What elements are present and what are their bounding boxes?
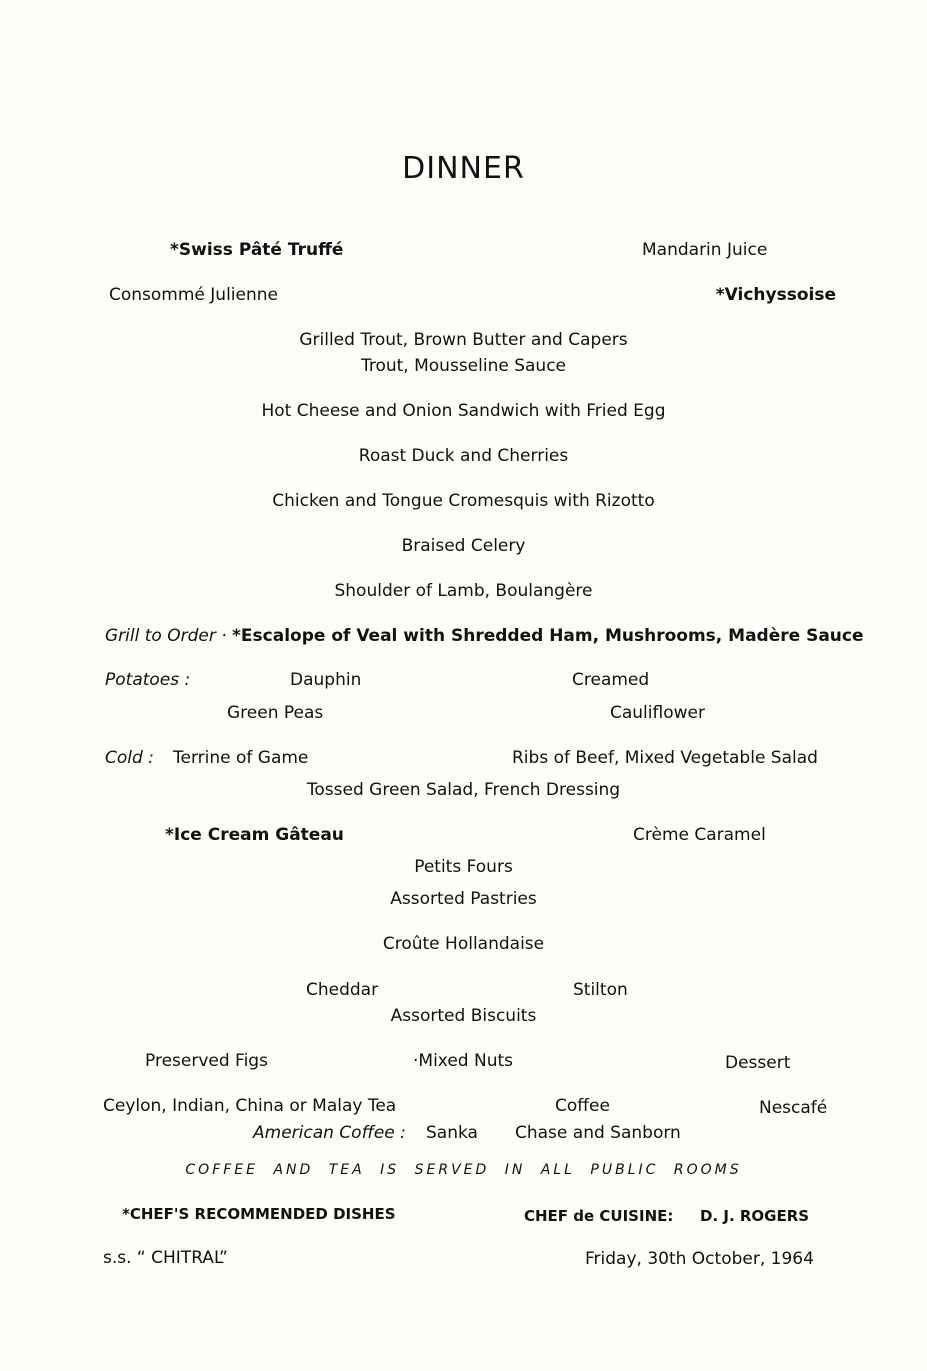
- entree-item: Chicken and Tongue Cromesquis with Rizotto: [272, 491, 655, 511]
- potato-item: Dauphin: [290, 670, 362, 690]
- appetizer-left: *Swiss Pâté Truffé: [170, 240, 344, 260]
- cold-item: Ribs of Beef, Mixed Vegetable Salad: [512, 748, 818, 768]
- beverage-nescafe: Nescafé: [759, 1098, 828, 1118]
- appetizer-right: Mandarin Juice: [642, 240, 768, 260]
- sweet-left: *Ice Cream Gâteau: [165, 825, 344, 845]
- cheese-biscuits: Assorted Biscuits: [390, 1006, 537, 1026]
- fish-line-2: Trout, Mousseline Sauce: [360, 356, 567, 376]
- sweet-petits-fours: Petits Fours: [414, 857, 513, 877]
- chef-label: CHEF de CUISINE:: [524, 1207, 674, 1225]
- potatoes-label: Potatoes :: [105, 670, 191, 690]
- beverage-sanka: Sanka: [426, 1123, 478, 1143]
- grill-item: *Escalope of Veal with Shredded Ham, Mushrooms, Madère Sauce: [232, 626, 864, 646]
- fish-line-1: Grilled Trout, Brown Butter and Capers: [299, 330, 628, 350]
- dessert-label: Dessert: [725, 1053, 791, 1073]
- entree-item: Hot Cheese and Onion Sandwich with Fried Egg: [261, 401, 666, 421]
- cheese-item: Stilton: [573, 980, 628, 1000]
- beverage-coffee: Coffee: [555, 1096, 610, 1116]
- savoury-item: Croûte Hollandaise: [382, 934, 545, 954]
- menu-date: Friday, 30th October, 1964: [585, 1249, 814, 1269]
- soup-right: *Vichyssoise: [715, 285, 836, 305]
- cold-salad: Tossed Green Salad, French Dressing: [306, 780, 621, 800]
- soup-left: Consommé Julienne: [109, 285, 278, 305]
- cold-label: Cold :: [105, 748, 154, 768]
- american-coffee-label: American Coffee :: [253, 1123, 406, 1143]
- vegetable-item: Green Peas: [227, 703, 324, 723]
- cold-item: Terrine of Game: [173, 748, 309, 768]
- dessert-nuts: ·Mixed Nuts: [413, 1051, 513, 1071]
- recommended-note: *CHEF'S RECOMMENDED DISHES: [122, 1205, 396, 1223]
- ship-name: s.s. “ CHITRAL”: [103, 1248, 228, 1268]
- beverage-chase: Chase and Sanborn: [515, 1123, 681, 1143]
- entree-item: Roast Duck and Cherries: [358, 446, 569, 466]
- grill-line: [105, 626, 864, 646]
- entree-item: Shoulder of Lamb, Boulangère: [334, 581, 593, 601]
- dessert-figs: Preserved Figs: [145, 1051, 268, 1071]
- menu-title: DINNER: [402, 151, 525, 186]
- sweet-right: Crème Caramel: [633, 825, 766, 845]
- vegetable-item: Cauliflower: [610, 703, 705, 723]
- grill-label: Grill to Order ·: [105, 626, 227, 646]
- potato-item: Creamed: [572, 670, 650, 690]
- serving-notice: COFFEE AND TEA IS SERVED IN ALL PUBLIC ROOMS: [185, 1162, 742, 1178]
- sweet-pastries: Assorted Pastries: [390, 889, 537, 909]
- beverage-tea: Ceylon, Indian, China or Malay Tea: [103, 1096, 397, 1116]
- entree-item: Braised Celery: [401, 536, 526, 556]
- cheese-item: Cheddar: [306, 980, 379, 1000]
- chef-name: D. J. ROGERS: [700, 1207, 810, 1225]
